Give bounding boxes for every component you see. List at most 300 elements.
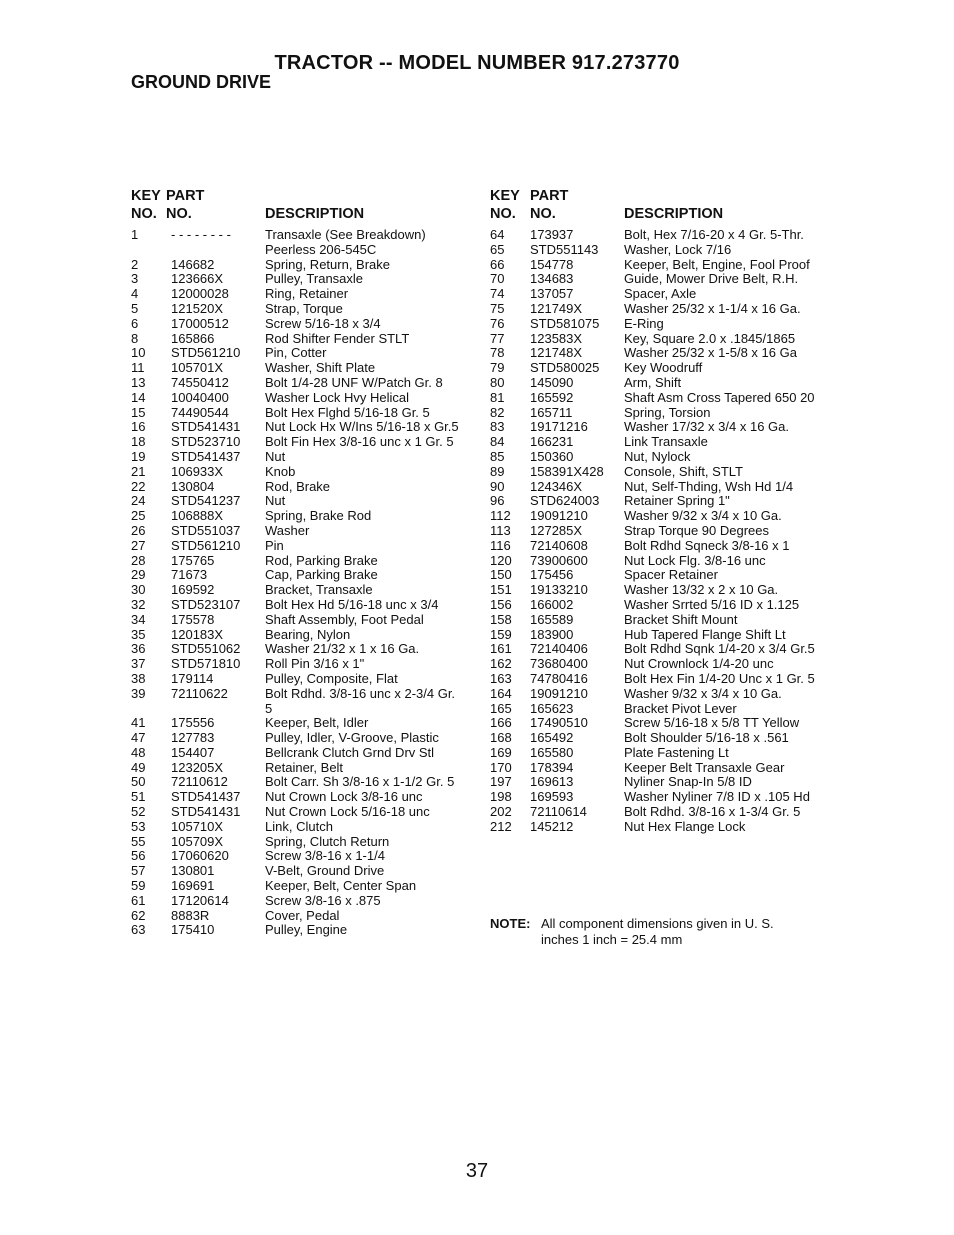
part-number: 130801 <box>171 863 215 879</box>
part-description: Roll Pin 3/16 x 1" <box>265 656 365 672</box>
part-number: 130804 <box>171 478 215 494</box>
key-number: 14 <box>131 389 146 405</box>
key-number: 27 <box>131 537 146 553</box>
part-number: STD561210 <box>171 537 241 553</box>
parts-row <box>131 864 481 879</box>
key-number: 64 <box>490 227 505 242</box>
part-number: 178394 <box>530 759 574 775</box>
part-number: STD541431 <box>171 804 241 820</box>
part-description: Bolt Fin Hex 3/8-16 unc x 1 Gr. 5 <box>265 434 454 450</box>
left-description-header: DESCRIPTION <box>265 206 365 222</box>
part-number: 72110612 <box>171 774 228 790</box>
parts-row <box>131 894 481 909</box>
part-description: Retainer Spring 1" <box>624 493 730 509</box>
key-number: 22 <box>131 478 146 494</box>
key-number: 51 <box>131 789 146 805</box>
part-number: STD551143 <box>530 241 599 257</box>
parts-row <box>490 258 840 273</box>
key-number: 164 <box>490 685 512 701</box>
part-description: Screw 5/16-18 x 3/4 <box>265 315 381 331</box>
part-description: Retainer, Belt <box>265 759 344 775</box>
part-description: Keeper, Belt, Idler <box>265 715 369 731</box>
part-number: 73680400 <box>530 656 588 672</box>
parts-row <box>131 687 481 702</box>
part-description: Bolt Carr. Sh 3/8-16 x 1-1/2 Gr. 5 <box>265 774 455 790</box>
right-key-header-line1: KEY <box>490 188 520 204</box>
part-description: Knob <box>265 463 296 479</box>
key-number: 150 <box>490 567 512 583</box>
parts-row <box>131 672 481 687</box>
parts-row <box>131 287 481 302</box>
part-number: 19171216 <box>530 419 588 435</box>
part-description: Washer <box>265 522 310 538</box>
key-number: 96 <box>490 493 505 509</box>
parts-row <box>131 909 481 924</box>
parts-row <box>490 376 840 391</box>
key-number: 161 <box>490 641 512 657</box>
key-number: 89 <box>490 463 505 479</box>
part-number: - - - - - - - - <box>171 227 231 242</box>
part-number: 166002 <box>530 596 574 612</box>
part-description: Shaft Asm Cross Tapered 650 20 <box>624 389 815 405</box>
part-number: 120183X <box>171 626 224 642</box>
part-description: Nut Lock Hx W/Ins 5/16-18 x Gr.5 <box>265 419 459 435</box>
part-description: Nut, Self-Thding, Wsh Hd 1/4 <box>624 478 794 494</box>
part-description: Pulley, Transaxle <box>265 271 364 287</box>
part-number: 106933X <box>171 463 224 479</box>
part-description: Nut Hex Flange Lock <box>624 818 746 834</box>
part-number: STD523710 <box>171 434 241 450</box>
key-number: 82 <box>490 404 505 420</box>
parts-row <box>131 702 481 717</box>
part-number: 19133210 <box>530 582 588 598</box>
key-number: 5 <box>131 300 139 316</box>
part-description: Bolt Hex Hd 5/16-18 unc x 3/4 <box>265 596 439 612</box>
left-key-header-line1: KEY <box>131 188 161 204</box>
part-number: 175410 <box>171 922 215 938</box>
part-number: 183900 <box>530 626 574 642</box>
part-number: STD580025 <box>530 360 600 376</box>
parts-row <box>131 790 481 805</box>
part-description: Washer 17/32 x 3/4 x 16 Ga. <box>624 419 789 435</box>
parts-row <box>490 524 840 539</box>
part-number: 8883R <box>171 907 210 923</box>
key-number: 116 <box>490 537 511 553</box>
part-number: 17000512 <box>171 315 229 331</box>
part-description: Nut Crown Lock 5/16-18 unc <box>265 804 430 820</box>
part-description: Washer Nyliner 7/8 ID x .105 Hd <box>624 789 810 805</box>
part-number: 165623 <box>530 700 574 716</box>
part-description: Pulley, Engine <box>265 922 348 938</box>
key-number: 66 <box>490 256 505 272</box>
parts-row <box>131 480 481 495</box>
key-number: 202 <box>490 804 512 820</box>
parts-row <box>490 746 840 761</box>
key-number: 28 <box>131 552 146 568</box>
key-number: 32 <box>131 596 146 612</box>
key-number: 38 <box>131 670 146 686</box>
note-text-line2: inches 1 inch = 25.4 mm <box>541 932 683 947</box>
part-number: 146682 <box>171 256 215 272</box>
part-number: 105709X <box>171 833 224 849</box>
key-number: 170 <box>490 759 512 775</box>
key-number: 90 <box>490 478 505 494</box>
part-description: Transaxle (See Breakdown) <box>265 227 426 242</box>
part-number: 74780416 <box>530 670 588 686</box>
part-description: Bolt Rdhd. 3/8-16 x 1-3/4 Gr. 5 <box>624 804 801 820</box>
part-description: Link Transaxle <box>624 434 708 450</box>
part-number: 17490510 <box>530 715 588 731</box>
part-description: Nut Crownlock 1/4-20 unc <box>624 656 774 672</box>
part-number: 72140608 <box>530 537 588 553</box>
part-number: STD561210 <box>171 345 241 361</box>
part-description: Pin <box>265 537 284 553</box>
part-description: Bolt Rdhd. 3/8-16 unc x 2-3/4 Gr. <box>265 685 456 701</box>
key-number: 62 <box>131 907 146 923</box>
key-number: 83 <box>490 419 505 435</box>
parts-row <box>490 465 840 480</box>
parts-row <box>490 805 840 820</box>
parts-row <box>490 702 840 717</box>
parts-row <box>490 302 840 317</box>
key-number: 80 <box>490 374 505 390</box>
parts-row <box>490 568 840 583</box>
part-number: STD581075 <box>530 315 600 331</box>
parts-row <box>490 228 840 243</box>
part-description: 5 <box>265 700 273 716</box>
parts-row <box>490 406 840 421</box>
part-number: 127285X <box>530 522 583 538</box>
part-number: 145090 <box>530 374 574 390</box>
parts-row <box>131 539 481 554</box>
key-number: 41 <box>131 715 146 731</box>
part-description: Bolt Hex Flghd 5/16-18 Gr. 5 <box>265 404 430 420</box>
part-description: Rod Shifter Fender STLT <box>265 330 410 346</box>
part-description: Rod, Brake <box>265 478 331 494</box>
parts-list-right <box>490 228 840 835</box>
part-description: Spring, Clutch Return <box>265 833 390 849</box>
key-number: 165 <box>490 700 512 716</box>
parts-row <box>131 406 481 421</box>
part-description: Pulley, Composite, Flat <box>265 670 398 686</box>
parts-row <box>131 420 481 435</box>
parts-row <box>490 554 840 569</box>
part-description: Bolt Hex Fin 1/4-20 Unc x 1 Gr. 5 <box>624 670 815 686</box>
key-number: 47 <box>131 730 146 746</box>
part-description: Hub Tapered Flange Shift Lt <box>624 626 786 642</box>
key-number: 158 <box>490 611 512 627</box>
parts-row <box>490 672 840 687</box>
parts-row <box>490 613 840 628</box>
part-description: Nut Crown Lock 3/8-16 unc <box>265 789 423 805</box>
part-number: 154778 <box>530 256 574 272</box>
key-number: 168 <box>490 730 512 746</box>
parts-row <box>131 628 481 643</box>
parts-row <box>131 923 481 938</box>
key-number: 3 <box>131 271 139 287</box>
part-description: Spacer, Axle <box>624 286 697 302</box>
parts-row <box>131 568 481 583</box>
key-number: 15 <box>131 404 146 420</box>
key-number: 163 <box>490 670 512 686</box>
part-description: Pin, Cotter <box>265 345 327 361</box>
key-number: 156 <box>490 596 512 612</box>
parts-row <box>490 450 840 465</box>
part-number: STD541437 <box>171 789 241 805</box>
part-description: Key, Square 2.0 x .1845/1865 <box>624 330 796 346</box>
part-number: 158391X428 <box>530 463 604 479</box>
part-number: 124346X <box>530 478 583 494</box>
key-number: 36 <box>131 641 146 657</box>
part-number: 179114 <box>171 670 214 686</box>
parts-row <box>131 775 481 790</box>
part-description: Bolt, Hex 7/16-20 x 4 Gr. 5-Thr. <box>624 227 804 242</box>
key-number: 85 <box>490 448 505 464</box>
note-label: NOTE: <box>490 916 531 931</box>
part-description: Console, Shift, STLT <box>624 463 743 479</box>
key-number: 197 <box>490 774 512 790</box>
parts-row <box>131 598 481 613</box>
part-number: 165492 <box>530 730 574 746</box>
part-description: Ring, Retainer <box>265 286 349 302</box>
parts-row <box>490 539 840 554</box>
parts-row <box>490 332 840 347</box>
part-number: 105701X <box>171 360 224 376</box>
key-number: 52 <box>131 804 146 820</box>
parts-row <box>131 657 481 672</box>
part-number: 134683 <box>530 271 574 287</box>
parts-row <box>490 628 840 643</box>
parts-row <box>131 642 481 657</box>
part-number: 169691 <box>171 878 215 894</box>
key-number: 35 <box>131 626 146 642</box>
parts-row <box>131 613 481 628</box>
part-description: Keeper, Belt, Engine, Fool Proof <box>624 256 810 272</box>
parts-row <box>490 820 840 835</box>
parts-row <box>490 346 840 361</box>
part-description: Spring, Return, Brake <box>265 256 391 272</box>
key-number: 55 <box>131 833 146 849</box>
part-description: Cap, Parking Brake <box>265 567 378 583</box>
parts-row <box>490 716 840 731</box>
parts-row <box>131 554 481 569</box>
parts-row <box>131 805 481 820</box>
parts-row <box>131 509 481 524</box>
parts-row <box>131 435 481 450</box>
part-description: Washer, Shift Plate <box>265 360 376 376</box>
page-title: TRACTOR -- MODEL NUMBER 917.273770 <box>274 52 680 74</box>
key-number: 30 <box>131 582 146 598</box>
part-description: Washer 13/32 x 2 x 10 Ga. <box>624 582 779 598</box>
part-description: Shaft Assembly, Foot Pedal <box>265 611 424 627</box>
parts-row <box>131 450 481 465</box>
parts-row <box>131 243 481 258</box>
part-description: Bolt Rdhd Sqneck 3/8-16 x 1 <box>624 537 790 553</box>
part-number: STD523107 <box>171 596 241 612</box>
part-number: 106888X <box>171 508 224 524</box>
part-number: 150360 <box>530 448 574 464</box>
parts-row <box>131 391 481 406</box>
parts-row <box>490 361 840 376</box>
parts-row <box>131 228 481 243</box>
part-description: Bolt Rdhd Sqnk 1/4-20 x 3/4 Gr.5 <box>624 641 815 657</box>
part-number: STD571810 <box>171 656 241 672</box>
key-number: 151 <box>490 582 512 598</box>
part-description: Washer 9/32 x 3/4 x 10 Ga. <box>624 508 782 524</box>
part-description: Nut, Nylock <box>624 448 691 464</box>
parts-row <box>490 317 840 332</box>
part-description: Spacer Retainer <box>624 567 718 583</box>
part-description: Keeper Belt Transaxle Gear <box>624 759 785 775</box>
part-description: Rod, Parking Brake <box>265 552 378 568</box>
parts-row <box>131 849 481 864</box>
key-number: 26 <box>131 522 146 538</box>
key-number: 34 <box>131 611 146 627</box>
part-description: Link, Clutch <box>265 818 333 834</box>
part-number: 121520X <box>171 300 224 316</box>
parts-row <box>131 835 481 850</box>
part-number: 154407 <box>171 744 215 760</box>
part-description: Pulley, Idler, V-Groove, Plastic <box>265 730 439 746</box>
part-number: 175556 <box>171 715 215 731</box>
parts-row <box>131 332 481 347</box>
part-number: 175456 <box>530 567 574 583</box>
part-number: 165589 <box>530 611 574 627</box>
parts-row <box>131 302 481 317</box>
part-description: Bolt 1/4-28 UNF W/Patch Gr. 8 <box>265 374 443 390</box>
key-number: 77 <box>490 330 505 346</box>
parts-row <box>490 243 840 258</box>
key-number: 198 <box>490 789 512 805</box>
key-number: 48 <box>131 744 146 760</box>
part-description: Washer Lock Hvy Helical <box>265 389 410 405</box>
parts-row <box>490 790 840 805</box>
parts-row <box>490 657 840 672</box>
part-description: Washer 25/32 x 1-1/4 x 16 Ga. <box>624 300 801 316</box>
part-number: 137057 <box>530 286 574 302</box>
part-number: 12000028 <box>171 286 229 302</box>
part-number: 175765 <box>171 552 215 568</box>
part-description: Washer, Lock 7/16 <box>624 241 732 257</box>
part-number: STD551062 <box>171 641 241 657</box>
part-description: Strap, Torque <box>265 300 343 316</box>
right-description-header: DESCRIPTION <box>624 206 724 222</box>
key-number: 79 <box>490 360 505 376</box>
parts-row <box>131 361 481 376</box>
right-part-header-line2: NO. <box>530 206 556 222</box>
parts-row <box>131 746 481 761</box>
key-number: 1 <box>131 227 139 242</box>
key-number: 162 <box>490 656 512 672</box>
part-description: Spring, Torsion <box>624 404 711 420</box>
key-number: 10 <box>131 345 146 361</box>
part-description: Cover, Pedal <box>265 907 340 923</box>
parts-row <box>490 775 840 790</box>
key-number: 120 <box>490 552 512 568</box>
parts-row <box>490 287 840 302</box>
parts-row <box>131 731 481 746</box>
part-number: 145212 <box>530 818 574 834</box>
part-description: Bracket Shift Mount <box>624 611 738 627</box>
part-description: Peerless 206-545C <box>265 241 377 257</box>
part-number: 121748X <box>530 345 583 361</box>
parts-row <box>490 480 840 495</box>
part-description: Washer 9/32 x 3/4 x 10 Ga. <box>624 685 782 701</box>
part-description: Bracket Pivot Lever <box>624 700 737 716</box>
part-description: Screw 3/8-16 x 1-1/4 <box>265 848 385 864</box>
parts-row <box>490 761 840 776</box>
key-number: 21 <box>131 463 146 479</box>
part-number: 123583X <box>530 330 583 346</box>
part-description: Nut <box>265 493 286 509</box>
part-number: STD541237 <box>171 493 241 509</box>
part-number: 169613 <box>530 774 574 790</box>
part-description: Nut <box>265 448 286 464</box>
key-number: 159 <box>490 626 512 642</box>
key-number: 13 <box>131 374 146 390</box>
part-description: Screw 5/16-18 x 5/8 TT Yellow <box>624 715 800 731</box>
key-number: 56 <box>131 848 146 864</box>
part-description: Nyliner Snap-In 5/8 ID <box>624 774 752 790</box>
parts-row <box>131 272 481 287</box>
key-number: 2 <box>131 256 139 272</box>
key-number: 78 <box>490 345 505 361</box>
part-number: 165580 <box>530 744 574 760</box>
part-number: STD624003 <box>530 493 600 509</box>
part-description: Bellcrank Clutch Grnd Drv Stl <box>265 744 435 760</box>
key-number: 169 <box>490 744 512 760</box>
parts-row <box>131 716 481 731</box>
key-number: 29 <box>131 567 146 583</box>
parts-row <box>131 524 481 539</box>
parts-row <box>490 272 840 287</box>
part-number: 123666X <box>171 271 224 287</box>
parts-list-left <box>131 228 481 938</box>
part-number: 123205X <box>171 759 224 775</box>
key-number: 16 <box>131 419 146 435</box>
key-number: 112 <box>490 508 511 524</box>
key-number: 53 <box>131 818 146 834</box>
parts-row <box>490 642 840 657</box>
parts-row <box>131 317 481 332</box>
part-number: 127783 <box>171 730 215 746</box>
part-number: STD551037 <box>171 522 241 538</box>
parts-row <box>131 346 481 361</box>
page-number: 37 <box>465 1160 489 1182</box>
part-description: Washer 25/32 x 1-5/8 x 16 Ga <box>624 345 797 361</box>
key-number: 11 <box>131 360 145 376</box>
key-number: 6 <box>131 315 139 331</box>
part-description: Washer Srrted 5/16 ID x 1.125 <box>624 596 800 612</box>
part-number: 17120614 <box>171 892 229 908</box>
parts-row <box>131 494 481 509</box>
parts-row <box>490 598 840 613</box>
left-key-header-line2: NO. <box>131 206 157 222</box>
part-number: STD541437 <box>171 448 241 464</box>
part-description: Bolt Shoulder 5/16-18 x .561 <box>624 730 789 746</box>
parts-row <box>490 731 840 746</box>
key-number: 113 <box>490 522 511 538</box>
key-number: 61 <box>131 892 146 908</box>
parts-row <box>131 820 481 835</box>
key-number: 18 <box>131 434 146 450</box>
key-number: 59 <box>131 878 146 894</box>
key-number: 37 <box>131 656 146 672</box>
parts-row <box>490 583 840 598</box>
part-number: 72110614 <box>530 804 587 820</box>
key-number: 39 <box>131 685 146 701</box>
key-number: 50 <box>131 774 146 790</box>
